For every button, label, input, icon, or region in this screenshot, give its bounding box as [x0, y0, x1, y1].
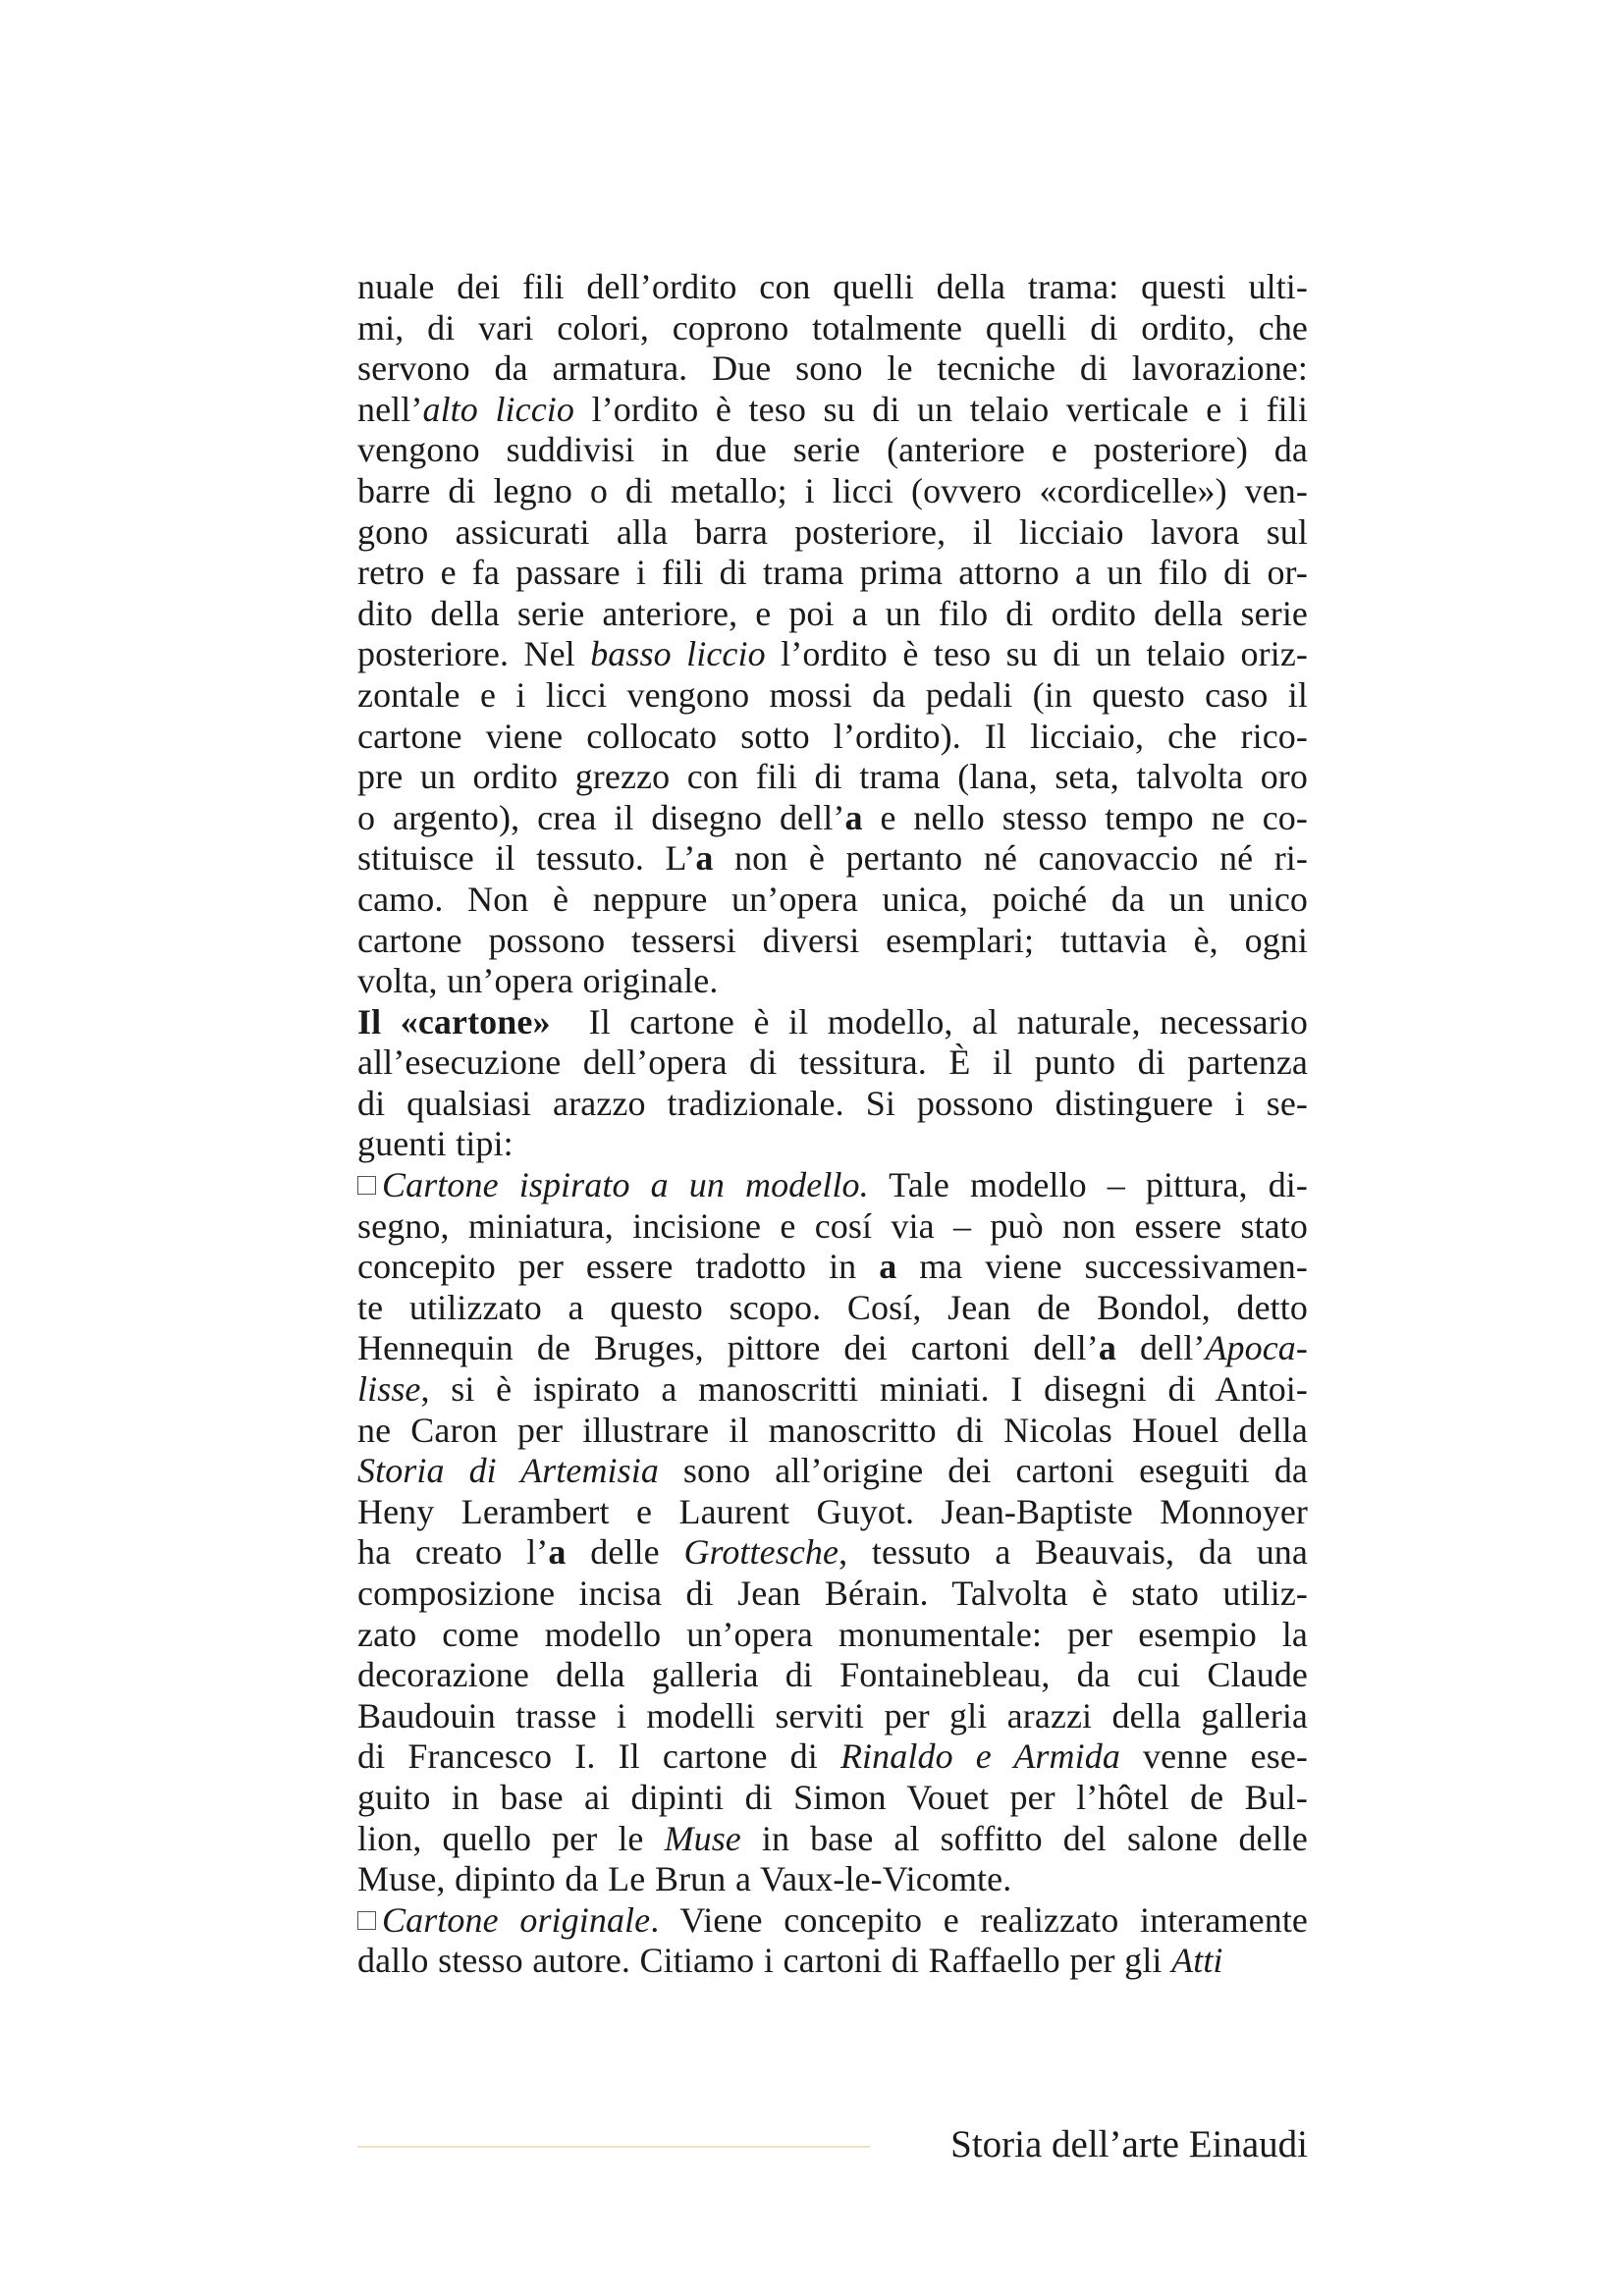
text-segment: composizione incisa di Jean Bérain. Talvolta è stato utiliz- — [357, 1574, 1308, 1613]
text-line — [357, 1778, 1308, 1819]
text-segment: lion, quello per le — [357, 1818, 665, 1858]
text-line — [357, 1696, 1308, 1737]
text-line — [357, 594, 1308, 635]
text-segment: lisse — [357, 1369, 421, 1410]
text-segment: Storia di Artemisia — [357, 1451, 659, 1491]
text-segment: Heny Lerambert e Laurent Guyot. Jean-Baptiste Monnoyer — [357, 1491, 1308, 1531]
text-segment: pre un ordito grezzo con fili di trama (lana, seta, talvolta oro — [357, 757, 1308, 797]
text-line — [357, 921, 1308, 962]
text-segment: Apoca- — [1205, 1328, 1308, 1368]
text-segment: guenti tipi: — [357, 1124, 514, 1164]
text-segment: all’esecuzione dell’opera di tessitura. È il punto di partenza — [357, 1042, 1308, 1083]
text-segment: , si è ispirato a manoscritti miniati. I disegni di Antoi- — [420, 1369, 1308, 1410]
text-segment: Hennequin de Bruges, pittore dei cartoni dell’ — [357, 1328, 1099, 1368]
text-segment: Grottesche — [683, 1532, 839, 1573]
body-text — [357, 267, 1308, 1982]
text-line — [357, 1941, 1308, 1982]
text-line — [357, 1736, 1308, 1778]
text-segment: l’ordito è teso su di un telaio verticale e i fili — [574, 389, 1308, 429]
text-segment: di qualsiasi arazzo tradizionale. Si possono distinguere i se- — [357, 1083, 1308, 1123]
text-segment: , tessuto a Beauvais, da una — [839, 1532, 1308, 1573]
text-segment: vengono suddivisi in due serie (anteriore e posteriore) da — [357, 430, 1308, 470]
text-segment: posteriore. Nel — [357, 634, 591, 674]
text-segment: retro e fa passare i fili di trama prima attorno a un filo di or- — [357, 553, 1308, 593]
text-segment: dito della serie anteriore, e poi a un filo di ordito della serie — [357, 593, 1308, 633]
text-segment: Atti — [1171, 1941, 1223, 1981]
text-line — [357, 634, 1308, 675]
text-segment: nell’ — [357, 389, 423, 429]
text-line — [357, 1411, 1308, 1452]
text-segment: Tale modello – pittura, di- — [868, 1165, 1308, 1205]
text-line — [357, 1002, 1308, 1043]
text-segment: a — [879, 1247, 897, 1287]
text-segment: stituisce il tessuto. L’ — [357, 838, 696, 879]
text-segment: gono assicurati alla barra posteriore, il licciaio lavora sul — [357, 511, 1308, 552]
text-line — [357, 757, 1308, 798]
text-segment: Il cartone è il modello, al naturale, necessario — [550, 1001, 1308, 1041]
text-segment: zontale e i licci vengono mossi da pedali (in questo caso il — [357, 674, 1308, 715]
text-line — [357, 1451, 1308, 1492]
text-line — [357, 717, 1308, 758]
text-line — [357, 1615, 1308, 1656]
text-segment: cartone viene collocato sotto l’ordito). Il licciaio, che rico- — [357, 716, 1308, 756]
text-segment: l’ordito è teso su di un telaio oriz- — [765, 634, 1308, 674]
text-segment: a — [695, 838, 714, 879]
text-segment: servono da armatura. Due sono le tecniche di lavorazione: — [357, 348, 1308, 389]
text-line — [357, 1124, 1308, 1165]
text-segment: o argento), crea il disegno dell’ — [357, 797, 845, 837]
text-line — [357, 553, 1308, 594]
text-segment: Il «cartone» — [357, 1001, 551, 1041]
text-line — [357, 961, 1308, 1002]
text-segment: cartone possono tessersi diversi esemplari; tuttavia è, ogni — [357, 920, 1308, 960]
text-line — [357, 390, 1308, 431]
text-segment: volta, un’opera originale. — [357, 961, 719, 1001]
text-segment: Muse, dipinto da Le Brun a Vaux-le-Vicomte. — [357, 1859, 1012, 1899]
text-line — [357, 1819, 1308, 1860]
text-line — [357, 1900, 1308, 1942]
text-segment: te utilizzato a questo scopo. Cosí, Jean de Bondol, detto — [357, 1287, 1308, 1327]
square-bullet-icon — [357, 1176, 376, 1195]
text-segment: decorazione della galleria di Fontainebleau, da cui Claude — [357, 1655, 1308, 1695]
text-segment: zato come modello un’opera monumentale: per esempio la — [357, 1614, 1308, 1654]
text-segment: guito in base ai dipinti di Simon Vouet per l’hôtel de Bul- — [357, 1777, 1308, 1817]
text-segment: nuale dei fili dell’ordito con quelli della trama: questi ulti- — [357, 267, 1308, 306]
text-line — [357, 267, 1308, 308]
text-segment: Cartone originale — [382, 1899, 651, 1940]
footer-title: Storia dell’arte Einaudi — [950, 2123, 1308, 2165]
text-segment: alto liccio — [422, 389, 575, 429]
text-line — [357, 1328, 1308, 1369]
text-line — [357, 1574, 1308, 1615]
text-line — [357, 1492, 1308, 1533]
text-line — [357, 1655, 1308, 1696]
text-segment: ma viene successivamen- — [896, 1247, 1308, 1287]
text-line — [357, 798, 1308, 839]
text-segment: venne ese- — [1119, 1736, 1308, 1777]
text-segment: Baudouin trasse i modelli serviti per gli arazzi della galleria — [357, 1695, 1308, 1735]
text-line — [357, 675, 1308, 717]
text-segment: . Viene concepito e realizzato interamente — [650, 1899, 1309, 1940]
text-line — [357, 308, 1308, 349]
text-segment: Cartone ispirato a un modello. — [382, 1165, 869, 1205]
text-line — [357, 512, 1308, 554]
text-segment: a — [1098, 1328, 1116, 1368]
text-segment: dallo stesso autore. Citiamo i cartoni di Raffaello per gli — [357, 1941, 1172, 1981]
text-line — [357, 348, 1308, 390]
text-line — [357, 1247, 1308, 1288]
square-bullet-icon — [357, 1911, 376, 1930]
text-line — [357, 1859, 1308, 1900]
text-segment: ha creato l’ — [357, 1532, 549, 1573]
text-segment: sono all’origine dei cartoni eseguiti da — [658, 1451, 1308, 1491]
text-line — [357, 1165, 1308, 1206]
text-segment: Muse — [664, 1818, 741, 1858]
text-segment: segno, miniatura, incisione e cosí via – può non essere stato — [357, 1205, 1308, 1246]
text-line — [357, 1288, 1308, 1329]
footer-rule — [357, 2146, 870, 2148]
text-segment: dell’ — [1115, 1328, 1206, 1368]
text-segment: di Francesco I. Il cartone di — [357, 1736, 840, 1777]
text-line — [357, 1369, 1308, 1411]
text-segment: non è pertanto né canovaccio né ri- — [713, 838, 1308, 879]
text-segment: a — [844, 797, 863, 837]
text-line — [357, 838, 1308, 880]
text-segment: delle — [566, 1532, 684, 1573]
text-line — [357, 1206, 1308, 1248]
text-segment: barre di legno o di metallo; i licci (ovvero «cordicelle») ven- — [357, 470, 1308, 510]
page-footer — [357, 2120, 1308, 2169]
text-line — [357, 471, 1308, 512]
text-segment: camo. Non è neppure un’opera unica, poiché da un unico — [357, 879, 1308, 919]
text-line — [357, 880, 1308, 921]
text-line — [357, 1084, 1308, 1125]
text-segment: ne Caron per illustrare il manoscritto di Nicolas Houel della — [357, 1410, 1308, 1450]
text-segment: Rinaldo e Armida — [839, 1736, 1120, 1777]
text-segment: a — [548, 1532, 567, 1573]
text-line — [357, 430, 1308, 471]
text-segment: concepito per essere tradotto in — [357, 1247, 880, 1287]
text-line — [357, 1532, 1308, 1574]
text-segment: mi, di vari colori, coprono totalmente quelli di ordito, che — [357, 307, 1308, 347]
text-segment: basso liccio — [590, 634, 766, 674]
text-segment: in base al soffitto del salone delle — [740, 1818, 1309, 1858]
text-segment: e nello stesso tempo ne co- — [862, 797, 1308, 837]
text-line — [357, 1042, 1308, 1084]
